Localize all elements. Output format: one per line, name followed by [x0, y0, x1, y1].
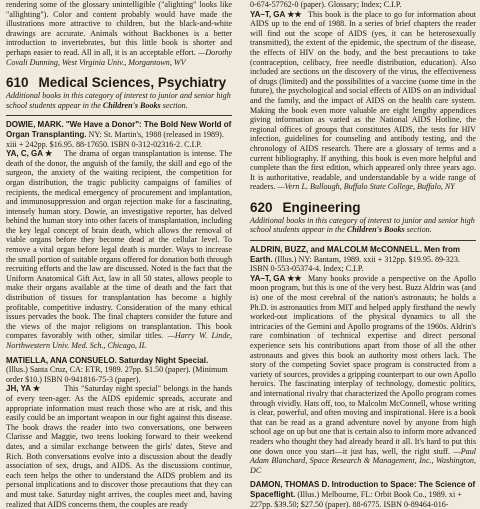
- audience-code: YA–T, GA ★★: [250, 9, 302, 19]
- reviewer-signature: —Dorothy Covali Dunning, West Virginia Univ., Morgantown, WV: [6, 47, 232, 67]
- audience-code: YA–T, GA ★★: [250, 273, 302, 283]
- entry-review-matiella: JH, YA ★ This "Saturday night special" belongs in the hands of every teen-ager. As the AIDS epidemic spreads, accurate and appropriate information must reach those who are at risk, and this easily could be an important weapon in our fight against this disease. The book draws the reader into two conversations, one between Clarisse and Maggie, two teens looking forward to their weekend dates, and a similar exchange between the girls' dates, Steve and Rich. Both conversations evolve into a discussion about the deadly association of sex, drugs, and AIDS. As the discussions continue, each teen helps the other to understand the AIDS problem and its personal implications and to discover those precautions that they can and must take. Saturday night arrives, the couples meet and, having realized that AIDS concerns them, the couples are ready: [6, 384, 232, 509]
- audience-code: YA, C, GA ★: [6, 149, 53, 159]
- audience-code: JH, YA ★: [6, 384, 41, 394]
- reviewer-signature: —Paul Adam Blanchard, Space Research & Management, Inc., Washington, DC: [250, 446, 476, 475]
- left-column: [6, 0, 232, 509]
- entry-review-dowie: YA, C, GA ★ The drama of organ transplantation is intense. The death of the donor, the anguish of the family, the skill and ego of the surgeon, the anxiety of the waiting recipient, the competition for organ distribution, the tragic publicity campaigns of families of recipients, the medical emergency of procurement and implantation, and immunosuppression and organ rejection make for a fascinating, intensely human story. Dowie, an investigative reporter, has delved behind the human story into other facets of transplantation, including the key legal concept of brain death, which allows the removal of viable organs before they become dead at the cellular level. To remove a vital organ before legal death is murder. Ways to increase the small portion of suitable organs offered for donation both through recruiting efforts and the law are discussed. Noted is the fact that the Uniform Anatomical Gift Act, law in all 50 states, allows people to make their organs available at the time of death and the fact that distribution of tissues for transplantation has become a highly profitable, competitive industry. Consideration of the many ethical issues pervades the book. The final chapters consider the future and the views of the major religions on transplantation. This book compares favorably with other, similar titles. —Harry W. Linde, Northwestern Univ. Med. Sch., Chicago, IL: [6, 149, 233, 350]
- right-column: [250, 0, 476, 509]
- carryover-review: rendering some of the glossary unintelligible ("alighting" looks like "allighting"). Color and content probably would have made the illustrations more attractive to children, but the black-and-white drawings are accurate. Animals without Backbones is a better introduction to invertebrates, but this little book is shorter and perhaps easier to read. All in all, it is an acceptable effort. —Dorothy Covali Dunning, West Virginia Univ., Morgantown, WV: [6, 0, 232, 67]
- entry-citation-damon: DAMON, THOMAS D. Introduction to Space: The Science of Spaceflight. (Illus.) Melbourne, FL: Orbit Book Co., 1989. xi + 227pp. $39.50; $27.50 (paper). 88-6775. ISBN 0-89464-016-: [250, 480, 476, 509]
- entry-citation-matiella: MATIELLA, ANA CONSUELO. Saturday Night Special. (Illus.) Santa Cruz, CA: ETR, 1989. 27pp. $1.50 (paper). (Minimum order $10.) ISBN 0-941816-75-3 (paper).: [6, 355, 228, 384]
- entry-citation-aldrin: ALDRIN, BUZZ, and MALCOLM McCONNELL. Men from Earth. (Illus.) NY: Bantam, 1989. xxii + 312pp. $19.95. 89-323. ISBN 0-553-05374-4. Index; C.I.P.: [250, 245, 461, 274]
- carryover-citation: 0-674-57762-0 (paper). Glossary; Index; C.I.P.: [250, 0, 402, 9]
- entry-review-aldrin: YA–T, GA ★★ Many books provide a perspective on the Apollo moon program, but this is one of the very best. Buzz Aldrin was (and is) one of the most cerebral of the nation's astronauts; he holds a Ph.D. in astronautics from MIT and helped apply firsthand the newly worked-out implications of the physical dynamics to all the intricacies of the Gemini and Apollo programs of the 1960s. Aldrin's rare combination of technical expertise and direct personal experience sets his contributions apart from those of all the other astronauts and gives this book an authority most others lack. The story of the competing Soviet space program is constructed from a variety of sources, provides a gripping counterpart to our own Apollo heroics. The fascinating interplay of technology, domestic politics, and international rivalry that characterized the Apollo program comes through vividly. Hats off, too, to Malcolm McConnell, whose writing is clear, powerful, and often moving and inspirational. Here is a book that can be read as a grand adventure novel by anyone from high school age on up but one that is certain also to inform more advanced readers who thought they had already heard it all. It's hard to put this one down once you start—it just has, well, the right stuff. —Paul Adam Blanchard, Space Research & Management, Inc., Washington, DC: [250, 273, 476, 475]
- section-note: Additional books in this category of interest to junior and senior high school students appear in the Children's Books section.: [250, 215, 475, 235]
- section-heading-610: 610 Medical Sciences, Psychiatry: [6, 75, 227, 91]
- entry-review-aids: YA–T, GA ★★ This book is the place to go for information about AIDS up to the end of 1988. In a series of brief chapters the reader will find out the scope of AIDS (yes, it can be heterosexually transmitted), the extent of the epidemic, the spectrum of the disease, the effects of HIV on the body, and the best precautions to take (contraception, celibacy, free needle distribution, education). Also included are sections on the discovery of the virus, the effectiveness of drugs (limited) and the possibilities of a vaccine (some time in the future), the psychological and social effects of AIDS on an individual and the family, and the impact of AIDS on the health care system. Making the book even more valuable are eight lengthy appendices giving information as varied as the National AIDS Hotline, the regional offices of groups that constitutes AIDS, the tests for HIV infection, guidelines for counseling and antibody testing, and the chronology of AIDS research. There are a glossary of terms and a current bibliography. If anything, this book is even more helpful and complete than the first edition, which appeared only three years ago. It is authoritative, readable, and understandable by a wide range of readers. —Vern L. Bullough, Buffalo State College, Buffalo, NY: [250, 9, 476, 192]
- reviewer-signature: —Vern L. Bullough, Buffalo State College, Buffalo, NY: [277, 182, 455, 192]
- reviewer-signature: —Harry W. Linde, Northwestern Univ. Med. Sch., Chicago, IL: [6, 331, 233, 350]
- section-rule: [250, 240, 476, 241]
- section-rule: [6, 115, 232, 116]
- section-note: Additional books in this category of interest to junior and senior high school students appear in the Children's Books section.: [6, 91, 231, 110]
- entry-citation-dowie: DOWIE, MARK. "We Have a Donor": The Bold New World of Organ Transplanting. NY: St. Martin's, 1988 (released in 1989). xiii + 242pp. $16.95. 88-17650. ISBN 0-312-02316-2. C.I.P.: [6, 120, 232, 149]
- section-heading-620: 620 Engineering: [250, 199, 361, 215]
